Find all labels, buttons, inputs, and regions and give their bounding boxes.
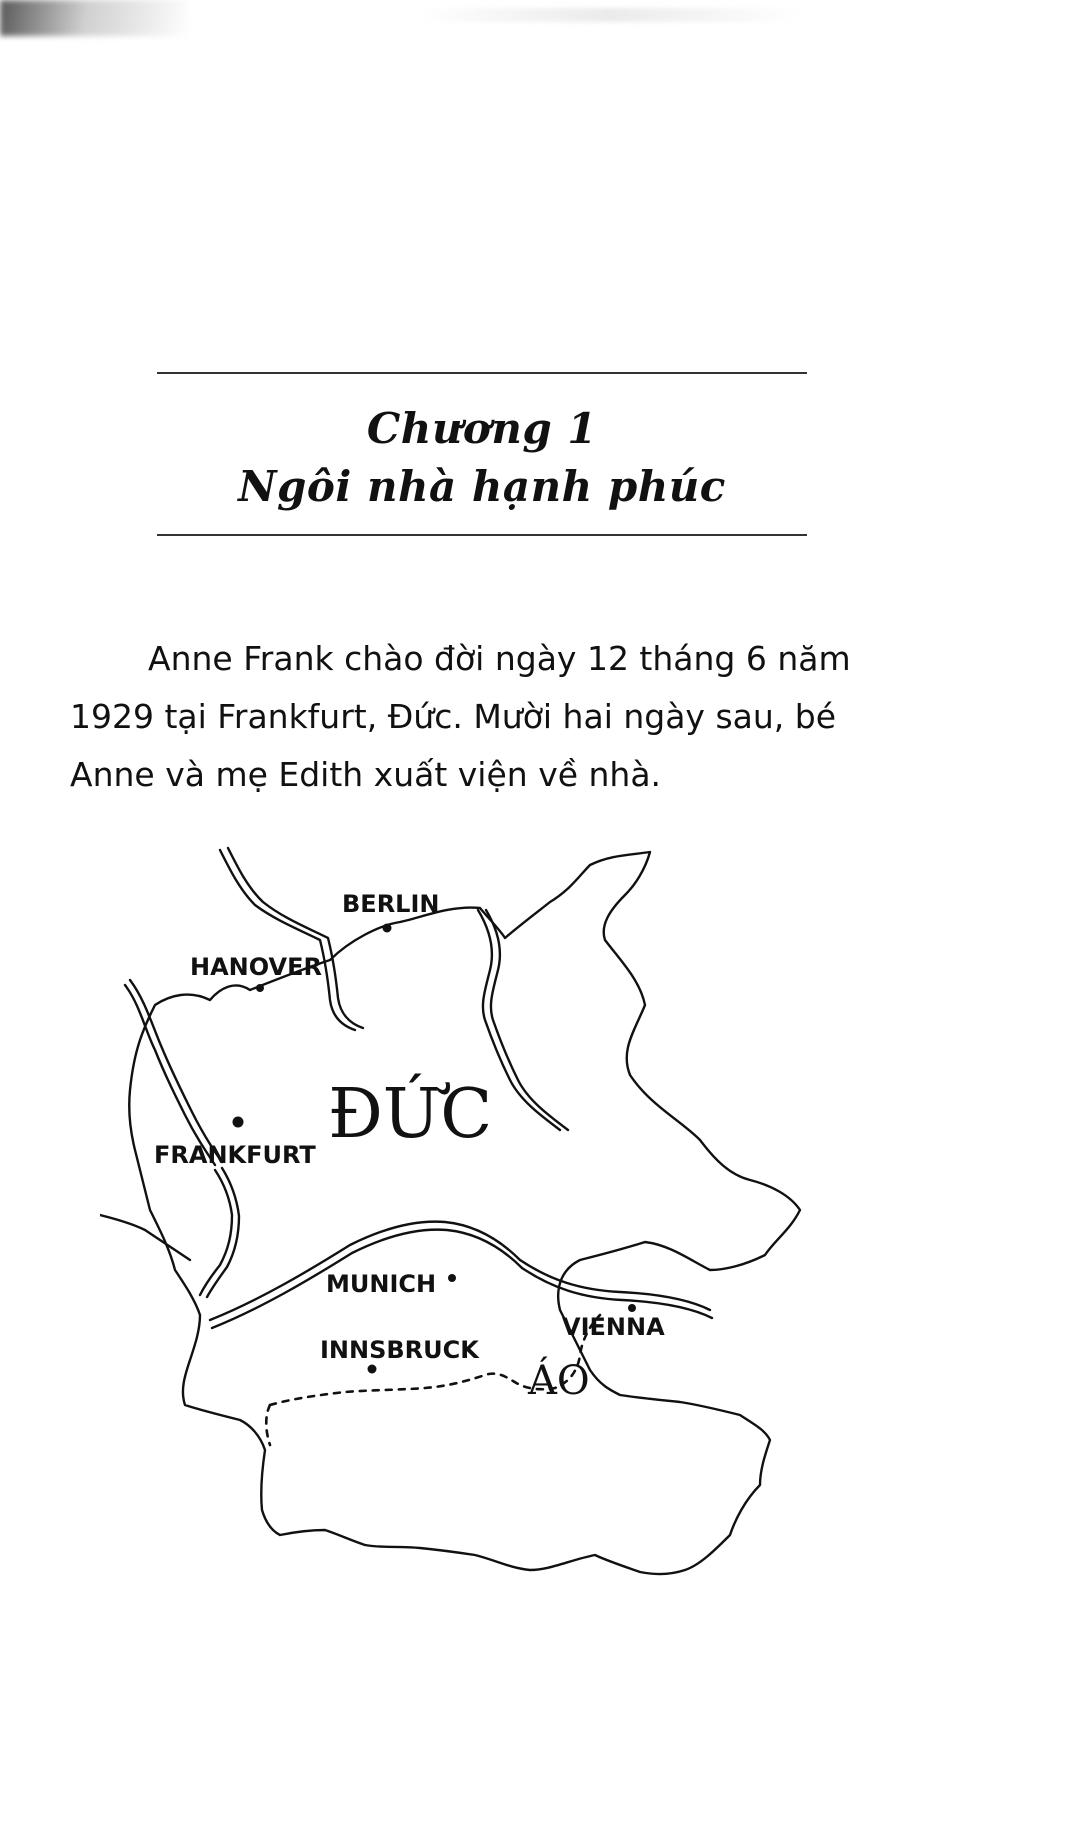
rhine-river xyxy=(125,985,215,1165)
frankfurt-label: FRANKFURT xyxy=(154,1141,316,1169)
oder-river-2 xyxy=(486,910,568,1130)
berlin-label: BERLIN xyxy=(342,890,440,918)
austria-label: ÁO xyxy=(528,1358,590,1404)
munich-label: MUNICH xyxy=(326,1270,437,1298)
innsbruck-label: INNSBRUCK xyxy=(320,1336,479,1364)
elbe-river xyxy=(220,850,355,1030)
west-border xyxy=(100,1215,190,1260)
body-text xyxy=(70,630,910,804)
chapter-title: Ngôi nhà hạnh phúc xyxy=(238,462,726,511)
vienna-label: VIENNA xyxy=(562,1313,665,1341)
scan-smudge xyxy=(0,0,190,36)
rhine-river-2 xyxy=(130,980,222,1162)
munich-dot xyxy=(448,1274,456,1282)
chapter-number: Chương 1 xyxy=(366,404,598,453)
scan-faint-bleed xyxy=(420,8,800,22)
chapter-rule-top xyxy=(157,372,807,374)
berlin-dot xyxy=(383,924,392,933)
vienna-dot xyxy=(628,1304,636,1312)
chapter-rule-bottom xyxy=(157,534,807,536)
hanover-label: HANOVER xyxy=(190,953,322,981)
innsbruck-dot xyxy=(368,1365,377,1374)
danube-river xyxy=(210,1222,710,1320)
frankfurt-dot xyxy=(233,1117,244,1128)
austria-western-border xyxy=(266,1405,270,1445)
main-river xyxy=(200,1170,232,1295)
map xyxy=(100,830,840,1670)
elbe-river-2 xyxy=(228,848,363,1028)
hanover-dot xyxy=(256,984,264,992)
germany-label: ĐỨC xyxy=(328,1075,493,1154)
map-drawing xyxy=(100,830,840,1670)
paragraph: Anne Frank chào đời ngày 12 tháng 6 năm 1929 tại Frankfurt, Đức. Mười hai ngày sau, bé Anne và mẹ Edith xuất viện về nhà. xyxy=(70,639,851,794)
